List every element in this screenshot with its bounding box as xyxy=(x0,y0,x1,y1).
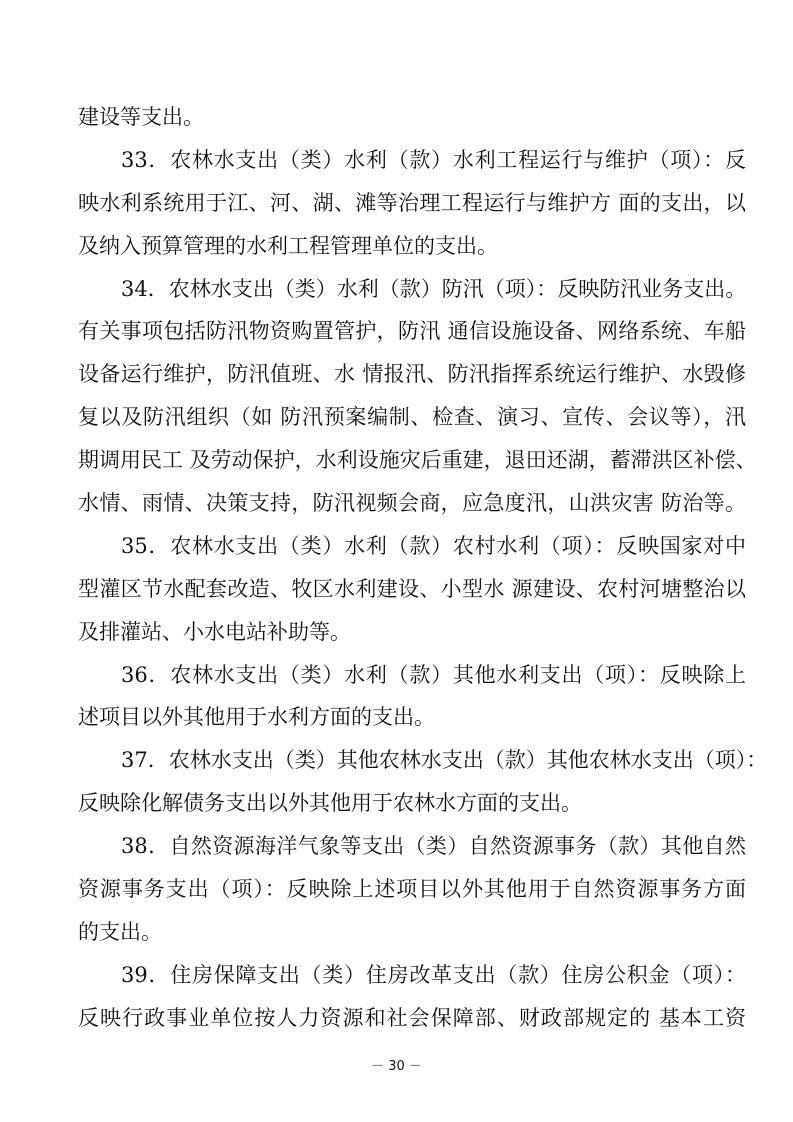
text-line: 期调用民工 及劳动保护，水利设施灾后重建，退田还湖，蓄滞洪区补偿、 xyxy=(78,448,757,473)
text-line: 的支出。 xyxy=(78,919,162,944)
text-line: 37．农林水支出（类）其他农林水支出（款）其他农林水支出（项）： xyxy=(121,748,768,773)
text-line: 34．农林水支出（类）水利（款）防汛（项）：反映防汛业务支出。 xyxy=(121,276,747,301)
text-line: 有关事项包括防汛物资购置管护，防汛 通信设施设备、网络系统、车船 xyxy=(78,319,746,344)
document-body xyxy=(78,100,768,1044)
text-line: 35．农林水支出（类）水利（款）农村水利（项）：反映国家对中 xyxy=(121,533,746,558)
text-line: 36．农林水支出（类）水利（款）其他水利支出（项）：反映除上 xyxy=(121,662,746,687)
text-line: 述项目以外其他用于水利方面的支出。 xyxy=(78,705,435,730)
page-number: － 30 － xyxy=(371,1059,422,1074)
text-line: 型灌区节水配套改造、牧区水利建设、小型水 源建设、农村河塘整治以 xyxy=(78,576,746,601)
text-line: 资源事务支出（项）：反映除上述项目以外其他用于自然资源事务方面 xyxy=(78,877,746,902)
text-line: 映水利系统用于江、河、湖、滩等治理工程运行与维护方 面的支出，以 xyxy=(78,190,746,215)
text-line: 及排灌站、小水电站补助等。 xyxy=(78,619,351,644)
text-line: 复以及防汛组织（如 防汛预案编制、检查、演习、宣传、会议等），汛 xyxy=(78,405,746,430)
text-line: 建设等支出。 xyxy=(78,105,204,129)
text-line: 设备运行维护，防汛值班、水 情报汛、防汛指挥系统运行维护、水毁修 xyxy=(78,362,746,387)
text-line: 39．住房保障支出（类）住房改革支出（款）住房公积金（项）： xyxy=(121,962,746,987)
text-line: 反映行政事业单位按人力资源和社会保障部、财政部规定的 基本工资 xyxy=(78,1005,746,1030)
text-line: 38．自然资源海洋气象等支出（类）自然资源事务（款）其他自然 xyxy=(121,834,746,859)
text-line: 33．农林水支出（类）水利（款）水利工程运行与维护（项）：反 xyxy=(121,147,746,172)
text-line: 及纳入预算管理的水利工程管理单位的支出。 xyxy=(78,233,498,258)
text-line: 反映除化解债务支出以外其他用于农林水方面的支出。 xyxy=(78,791,582,816)
text-line: 水情、雨情、决策支持，防汛视频会商，应急度汛，山洪灾害 防治等。 xyxy=(78,491,746,516)
